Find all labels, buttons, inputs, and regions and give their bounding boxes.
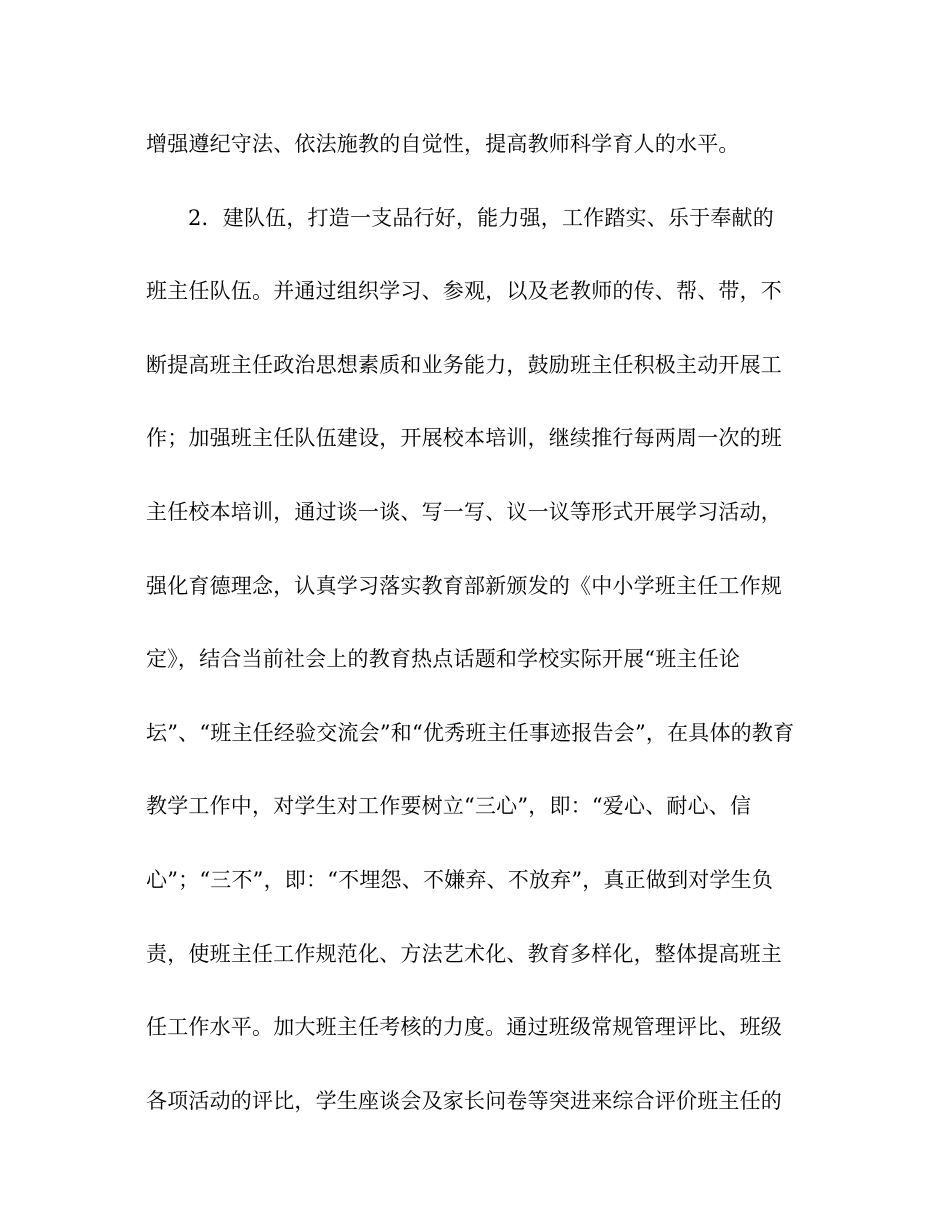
text-line-2-paragraph-start: 2．建队伍，打造一支品行好，能力强，工作踏实、乐于奉献的 [188, 205, 774, 230]
text-line-9: 坛”、“班主任经验交流会”和“优秀班主任事迹报告会”，在具体的教育 [146, 720, 795, 745]
text-line-5: 作；加强班主任队伍建设，开展校本培训，继续推行每两周一次的班 [146, 426, 782, 451]
text-line-3: 班主任队伍。并通过组织学习、参观，以及老教师的传、帮、带，不 [146, 279, 782, 304]
text-line-6: 主任校本培训，通过谈一谈、写一写、议一议等形式开展学习活动， [146, 499, 782, 524]
text-line-4: 断提高班主任政治思想素质和业务能力，鼓励班主任积极主动开展工 [146, 352, 782, 377]
text-line-12: 责，使班主任工作规范化、方法艺术化、教育多样化，整体提高班主 [146, 941, 782, 966]
text-line-13: 任工作水平。加大班主任考核的力度。通过班级常规管理评比、班级 [146, 1015, 782, 1040]
text-line-7: 强化育德理念，认真学习落实教育部新颁发的《中小学班主任工作规 [146, 573, 782, 598]
text-line-1: 增强遵纪守法、依法施教的自觉性，提高教师科学育人的水平。 [146, 132, 740, 156]
body-text [146, 124, 806, 1154]
text-line-8: 定》，结合当前社会上的教育热点话题和学校实际开展“班主任论 [146, 647, 741, 672]
text-line-11: 心”；“三不”，即：“不埋怨、不嫌弃、不放弃”，真正做到对学生负 [146, 867, 774, 892]
text-line-10: 教学工作中，对学生对工作要树立“三心”，即：“爱心、耐心、信 [146, 794, 752, 819]
text-line-14: 各项活动的评比，学生座谈会及家长问卷等突进来综合评价班主任的 [146, 1088, 782, 1113]
